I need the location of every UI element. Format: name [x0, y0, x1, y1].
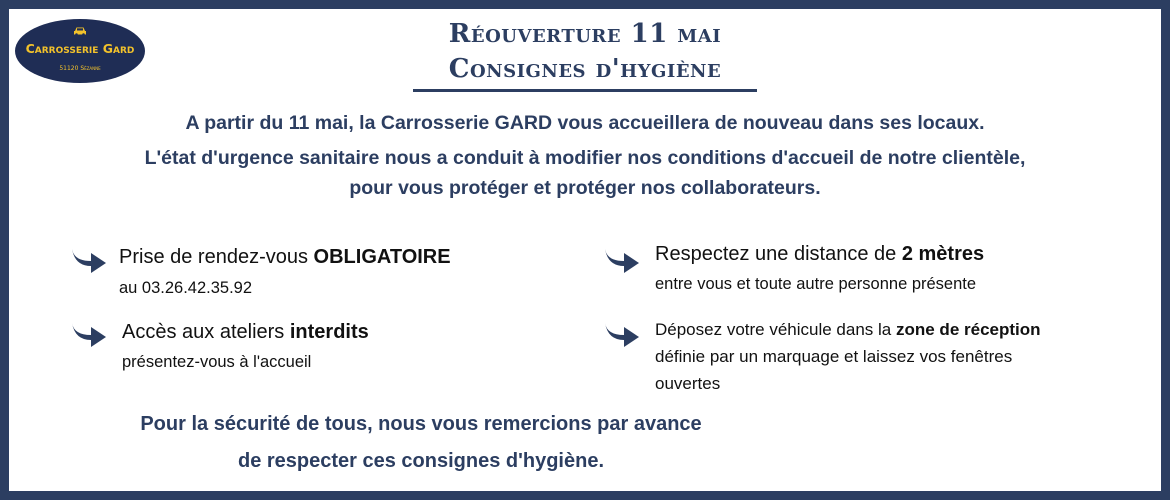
instruction-main [655, 243, 984, 266]
intro-line2: L'état d'urgence sanitaire nous a conduit à modifier nos conditions d'accueil de notre clientèle, [144, 147, 1026, 169]
instruction-main-text: Prise de rendez-vous [119, 246, 314, 268]
instruction-main-text: Accès aux ateliers [122, 321, 290, 343]
logo-name: Carrosserie Gard [25, 41, 135, 56]
instruction-main [122, 321, 369, 344]
title-underline [413, 89, 757, 92]
instruction-sub: définie par un marquage et laissez vos fenêtres [655, 347, 1013, 366]
instruction-main [655, 320, 1041, 340]
arrow-icon [602, 241, 642, 275]
intro-line1: A partir du 11 mai, la Carrosserie GARD vous accueillera de nouveau dans ses locaux. [185, 112, 985, 134]
instruction-main-text: Respectez une distance de [655, 243, 902, 265]
instruction-sub: au 03.26.42.35.92 [119, 279, 253, 297]
closing-line2: de respecter ces consignes d'hygiène. [237, 450, 604, 472]
instruction-sub: entre vous et toute autre personne présente [655, 275, 977, 293]
instruction-main-emphasis: zone de réception [895, 320, 1041, 339]
closing-line1: Pour la sécurité de tous, nous vous remercions par avance [140, 413, 702, 435]
arrow-icon [69, 241, 109, 275]
page-title-line1: Réouverture 11 mai [448, 19, 722, 49]
instruction-main-text: Déposez votre véhicule dans la [655, 320, 896, 339]
arrow-icon [602, 315, 642, 349]
logo-city: 51120 Sézanne [59, 65, 101, 72]
instruction-main-emphasis: interdits [289, 321, 369, 343]
arrow-icon [69, 315, 109, 349]
instruction-sub-continued: ouvertes [655, 374, 721, 393]
page-title-line2: Consignes d'hygiène [448, 54, 722, 84]
intro-line3: pour vous protéger et protéger nos collaborateurs. [349, 177, 821, 199]
announcement-card [9, 9, 1161, 491]
instruction-main-emphasis: 2 mètres [901, 243, 985, 265]
instruction-main-emphasis: OBLIGATOIRE [313, 246, 451, 268]
instruction-main [119, 246, 451, 269]
instruction-sub: présentez-vous à l'accueil [122, 353, 312, 371]
